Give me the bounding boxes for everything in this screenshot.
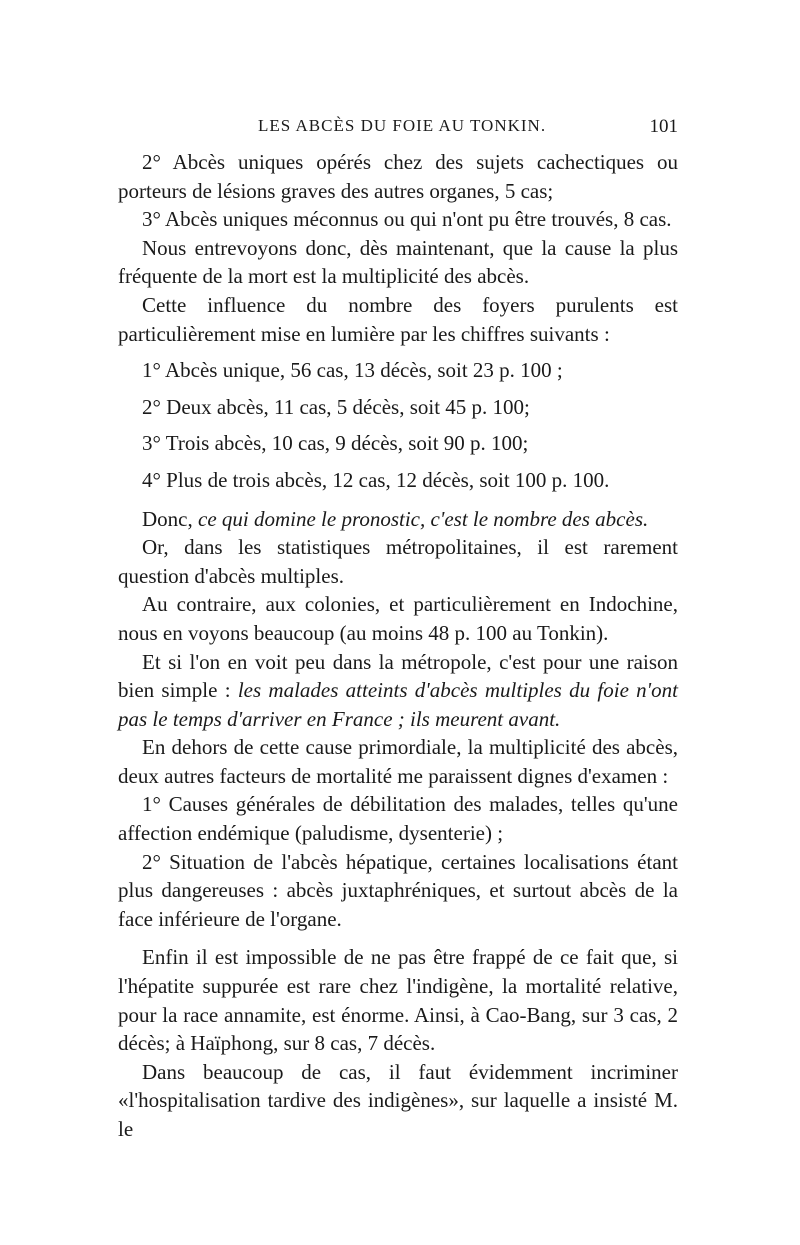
paragraph: Nous entrevoyons donc, dès maintenant, que la cause la plus fréquente de la mort est la multiplicité des abcès. (118, 235, 678, 289)
text-run: Donc, (142, 506, 198, 531)
paragraph: Enfin il est impossible de ne pas être frappé de ce fait que, si l'hépatite suppurée est rare chez l'indigène, la mortalité relative, pour la race annamite, est énorme. Ainsi, à Cao-Bang, sur 3 cas, 2 décès; à Haïphong, sur 8 cas, 7 décès. (118, 945, 678, 1056)
paragraph: Cette influence du nombre des foyers purulents est particulièrement mise en lumière par les chiffres suivants : (118, 292, 678, 346)
stat-line: 1° Abcès unique, 56 cas, 13 décès, soit 23 p. 100 ; (142, 358, 563, 383)
paragraph: Dans beaucoup de cas, il faut évidemment incriminer «l'hospitalisation tardive des indigènes», sur laquelle a insisté M. le (118, 1059, 678, 1141)
text-run: Et si l'on en voit peu dans la métropole, c'est pour une raison bien simple : (118, 649, 678, 703)
page-number: 101 (649, 116, 678, 137)
paragraph: 1° Causes générales de débilitation des malades, telles qu'une affection endémique (paludisme, dysenterie) ; (118, 792, 678, 846)
italic-run: les malades atteints d'abcès multiples du foie n'ont pas le temps d'arriver en France ; ils meurent avant. (118, 678, 678, 731)
paragraph (118, 505, 678, 534)
stat-line: 2° Deux abcès, 11 cas, 5 décès, soit 45 p. 100; (142, 394, 530, 419)
paragraph (118, 648, 678, 734)
paragraph: En dehors de cette cause primordiale, la multiplicité des abcès, deux autres facteurs de mortalité me paraissent dignes d'examen : (118, 735, 678, 788)
paragraph: Or, dans les statistiques métropolitaines, il est rarement question d'abcès multiples. (118, 535, 678, 588)
body-text (118, 148, 678, 1144)
page-header (118, 116, 678, 146)
running-title: LES ABCÈS DU FOIE AU TONKIN. (258, 116, 547, 135)
paragraph: 2° Situation de l'abcès hépatique, certaines localisations étant plus dangereuses : abcès juxtaphréniques, et surtout abcès de la face inférieure de l'organe. (118, 849, 678, 931)
paragraph: 3° Abcès uniques méconnus ou qui n'ont pu être trouvés, 8 cas. (142, 207, 672, 232)
stat-line: 4° Plus de trois abcès, 12 cas, 12 décès, soit 100 p. 100. (142, 467, 610, 492)
stat-line: 3° Trois abcès, 10 cas, 9 décès, soit 90 p. 100; (142, 431, 529, 456)
paragraph: Au contraire, aux colonies, et particulièrement en Indochine, nous en voyons beaucoup (au moins 48 p. 100 au Tonkin). (118, 592, 678, 645)
italic-run: ce qui domine le pronostic, c'est le nombre des abcès. (198, 506, 649, 531)
paragraph: 2° Abcès uniques opérés chez des sujets cachectiques ou porteurs de lésions graves des autres organes, 5 cas; (118, 150, 678, 203)
